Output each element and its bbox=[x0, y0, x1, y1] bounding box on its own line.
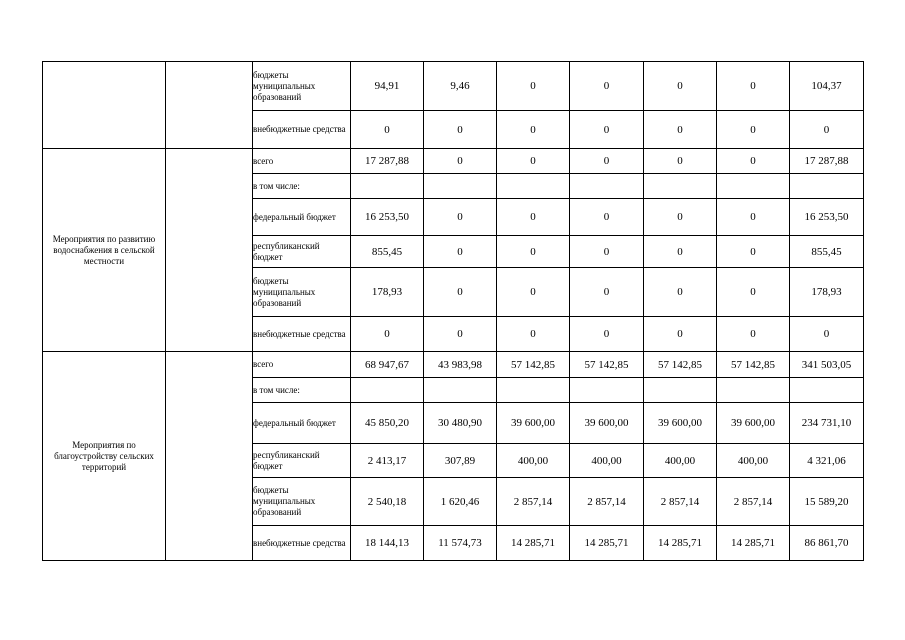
value-cell bbox=[497, 378, 570, 403]
total-cell bbox=[790, 378, 864, 403]
value-cell bbox=[644, 174, 717, 199]
value-cell: 0 bbox=[424, 111, 497, 149]
funding-source-label: бюджеты муниципальных образований bbox=[253, 478, 351, 526]
value-cell bbox=[570, 378, 644, 403]
value-cell: 11 574,73 bbox=[424, 526, 497, 561]
value-cell: 0 bbox=[424, 268, 497, 317]
value-cell: 0 bbox=[644, 236, 717, 268]
value-cell: 39 600,00 bbox=[570, 403, 644, 444]
value-cell: 2 540,18 bbox=[351, 478, 424, 526]
value-cell: 18 144,13 bbox=[351, 526, 424, 561]
value-cell: 0 bbox=[351, 317, 424, 352]
value-cell: 2 857,14 bbox=[497, 478, 570, 526]
funding-source-label: в том числе: bbox=[253, 174, 351, 199]
value-cell: 400,00 bbox=[644, 444, 717, 478]
value-cell: 14 285,71 bbox=[570, 526, 644, 561]
total-cell: 16 253,50 bbox=[790, 199, 864, 236]
table-row bbox=[43, 62, 864, 111]
funding-source-label: федеральный бюджет bbox=[253, 403, 351, 444]
value-cell: 39 600,00 bbox=[497, 403, 570, 444]
total-cell: 0 bbox=[790, 317, 864, 352]
value-cell: 0 bbox=[717, 268, 790, 317]
value-cell: 0 bbox=[570, 317, 644, 352]
total-cell bbox=[790, 174, 864, 199]
funding-source-label: бюджеты муниципальных образований bbox=[253, 268, 351, 317]
value-cell: 39 600,00 bbox=[644, 403, 717, 444]
total-cell: 855,45 bbox=[790, 236, 864, 268]
value-cell: 0 bbox=[717, 62, 790, 111]
value-cell bbox=[717, 378, 790, 403]
total-cell: 4 321,06 bbox=[790, 444, 864, 478]
value-cell: 0 bbox=[497, 62, 570, 111]
value-cell: 0 bbox=[644, 199, 717, 236]
value-cell bbox=[497, 174, 570, 199]
value-cell: 45 850,20 bbox=[351, 403, 424, 444]
funding-source-label: внебюджетные средства bbox=[253, 111, 351, 149]
value-cell: 39 600,00 bbox=[717, 403, 790, 444]
funding-source-label: бюджеты муниципальных образований bbox=[253, 62, 351, 111]
value-cell: 0 bbox=[424, 149, 497, 174]
value-cell: 0 bbox=[570, 236, 644, 268]
value-cell: 94,91 bbox=[351, 62, 424, 111]
value-cell bbox=[351, 378, 424, 403]
value-cell: 0 bbox=[570, 149, 644, 174]
value-cell: 0 bbox=[424, 317, 497, 352]
value-cell: 0 bbox=[717, 149, 790, 174]
value-cell: 1 620,46 bbox=[424, 478, 497, 526]
event-name-cell bbox=[43, 62, 166, 149]
funding-source-label: внебюджетные средства bbox=[253, 317, 351, 352]
funding-source-label: федеральный бюджет bbox=[253, 199, 351, 236]
value-cell bbox=[424, 378, 497, 403]
funding-source-label: внебюджетные средства bbox=[253, 526, 351, 561]
value-cell: 855,45 bbox=[351, 236, 424, 268]
value-cell: 57 142,85 bbox=[497, 352, 570, 378]
value-cell: 2 857,14 bbox=[644, 478, 717, 526]
total-cell: 0 bbox=[790, 111, 864, 149]
value-cell: 0 bbox=[424, 236, 497, 268]
value-cell bbox=[644, 378, 717, 403]
value-cell: 0 bbox=[644, 268, 717, 317]
value-cell: 0 bbox=[644, 317, 717, 352]
value-cell: 0 bbox=[717, 317, 790, 352]
table-row bbox=[43, 352, 864, 378]
value-cell: 43 983,98 bbox=[424, 352, 497, 378]
value-cell: 68 947,67 bbox=[351, 352, 424, 378]
value-cell: 57 142,85 bbox=[570, 352, 644, 378]
value-cell: 0 bbox=[570, 268, 644, 317]
value-cell: 17 287,88 bbox=[351, 149, 424, 174]
value-cell: 0 bbox=[570, 111, 644, 149]
value-cell: 0 bbox=[424, 199, 497, 236]
value-cell: 0 bbox=[570, 199, 644, 236]
value-cell bbox=[717, 174, 790, 199]
value-cell: 0 bbox=[497, 317, 570, 352]
value-cell bbox=[570, 174, 644, 199]
table-row bbox=[43, 149, 864, 174]
value-cell: 0 bbox=[497, 149, 570, 174]
value-cell: 0 bbox=[717, 199, 790, 236]
value-cell: 400,00 bbox=[717, 444, 790, 478]
value-cell: 0 bbox=[644, 149, 717, 174]
total-cell: 15 589,20 bbox=[790, 478, 864, 526]
value-cell: 30 480,90 bbox=[424, 403, 497, 444]
value-cell bbox=[351, 174, 424, 199]
event-name-cell: Мероприятия по развитию водоснабжения в сельской местности bbox=[43, 149, 166, 352]
value-cell: 0 bbox=[644, 62, 717, 111]
value-cell: 0 bbox=[570, 62, 644, 111]
value-cell: 16 253,50 bbox=[351, 199, 424, 236]
funding-source-label: республиканский бюджет bbox=[253, 444, 351, 478]
total-cell: 178,93 bbox=[790, 268, 864, 317]
value-cell: 14 285,71 bbox=[644, 526, 717, 561]
value-cell: 14 285,71 bbox=[717, 526, 790, 561]
empty-cell bbox=[166, 149, 253, 352]
value-cell: 0 bbox=[497, 111, 570, 149]
value-cell: 57 142,85 bbox=[644, 352, 717, 378]
value-cell: 307,89 bbox=[424, 444, 497, 478]
event-name-cell: Мероприятия по благоустройству сельских территорий bbox=[43, 352, 166, 561]
value-cell: 57 142,85 bbox=[717, 352, 790, 378]
value-cell: 0 bbox=[497, 236, 570, 268]
value-cell: 2 857,14 bbox=[717, 478, 790, 526]
value-cell: 0 bbox=[644, 111, 717, 149]
total-cell: 341 503,05 bbox=[790, 352, 864, 378]
value-cell bbox=[424, 174, 497, 199]
total-cell: 17 287,88 bbox=[790, 149, 864, 174]
funding-source-label: в том числе: bbox=[253, 378, 351, 403]
value-cell: 0 bbox=[717, 111, 790, 149]
value-cell: 0 bbox=[497, 199, 570, 236]
value-cell: 14 285,71 bbox=[497, 526, 570, 561]
value-cell: 2 413,17 bbox=[351, 444, 424, 478]
funding-source-label: всего bbox=[253, 149, 351, 174]
funding-source-label: всего bbox=[253, 352, 351, 378]
value-cell: 0 bbox=[717, 236, 790, 268]
value-cell: 400,00 bbox=[497, 444, 570, 478]
value-cell: 178,93 bbox=[351, 268, 424, 317]
budget-table bbox=[42, 61, 864, 561]
value-cell: 400,00 bbox=[570, 444, 644, 478]
total-cell: 234 731,10 bbox=[790, 403, 864, 444]
value-cell: 2 857,14 bbox=[570, 478, 644, 526]
value-cell: 0 bbox=[351, 111, 424, 149]
funding-source-label: республиканский бюджет bbox=[253, 236, 351, 268]
value-cell: 9,46 bbox=[424, 62, 497, 111]
total-cell: 104,37 bbox=[790, 62, 864, 111]
value-cell: 0 bbox=[497, 268, 570, 317]
empty-cell bbox=[166, 62, 253, 149]
empty-cell bbox=[166, 352, 253, 561]
total-cell: 86 861,70 bbox=[790, 526, 864, 561]
